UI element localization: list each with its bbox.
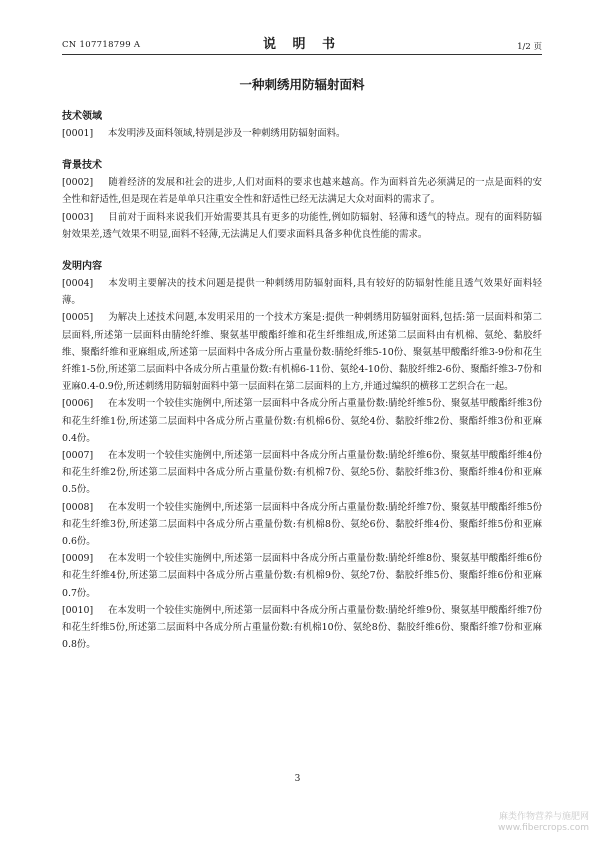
paragraph — [62, 309, 542, 395]
paragraph — [62, 125, 542, 142]
paragraph — [62, 602, 542, 654]
section-heading: 发明内容 — [62, 261, 102, 273]
paragraph-number: [0008] — [62, 501, 94, 513]
paragraph-number: [0007] — [62, 450, 94, 462]
watermark — [498, 812, 589, 834]
paragraph-number: [0005] — [62, 312, 94, 324]
paragraph-text: 为解决上述技术问题,本发明采用的一个技术方案是:提供一种刺绣用防辐射面料,包括:第一层面料和第二层面料,所述第一层面料由腈纶纤维、聚氨基甲酸酯纤维和花生纤维组成,所述第二层面料由有机棉、氨纶、黏胶纤维、聚酯纤维和亚麻组成,所述第一层面料中各成分所占重量份数:腈纶纤维5-10份、聚氨基甲酸酯纤维3-9份和花生纤维1-5份,所述第二层面料中各成分所占重量份数:有机棉6-11份、氨纶4-10份、黏胶纤维2-6份、聚酯纤维3-7份和亚麻0.4-0.9份,所述刺绣用防辐射面料中第一层面料在第二层面料的上方,并通过编织的横移工艺织合在一起。 — [62, 312, 542, 393]
paragraph-number: [0004] — [62, 278, 94, 290]
paragraph-text: 在本发明一个较佳实施例中,所述第一层面料中各成分所占重量份数:腈纶纤维9份、聚氨基甲酸酯纤维7份和花生纤维5份,所述第二层面料中各成分所占重量份数:有机棉10份、氨纶8份、黏胶纤维6份、聚酯纤维7份和亚麻0.8份。 — [62, 604, 542, 651]
paragraph — [62, 209, 542, 243]
paragraph-text: 本发明主要解决的技术问题是提供一种刺绣用防辐射面料,具有较好的防辐射性能且透气效果好面料轻薄。 — [62, 278, 542, 307]
document-header — [62, 30, 542, 52]
paragraph-text: 随着经济的发展和社会的进步,人们对面料的要求也越来越高。作为面料首先必须满足的一点是面料的安全性和舒适性,但是现在若是单单只注重安全性和舒适性已经无法满足大众对面料的需求了。 — [62, 177, 542, 206]
paragraph-number: [0002] — [62, 177, 94, 189]
paragraph — [62, 447, 542, 499]
paragraph-number: [0003] — [62, 211, 94, 223]
paragraph — [62, 275, 542, 309]
paragraph-text: 在本发明一个较佳实施例中,所述第一层面料中各成分所占重量份数:腈纶纤维6份、聚氨基甲酸酯纤维4份和花生纤维2份,所述第二层面料中各成分所占重量份数:有机棉7份、氨纶5份、黏胶纤维3份、聚酯纤维4份和亚麻0.5份。 — [62, 450, 542, 496]
paragraph — [62, 550, 542, 602]
paragraph — [62, 499, 542, 551]
page-indicator: 1/2 页 — [517, 42, 542, 52]
paragraph-number: [0001] — [62, 128, 94, 139]
document-title: 一种刺绣用防辐射面料 — [239, 77, 365, 92]
paragraph-number: [0009] — [62, 553, 94, 565]
document-type: 说 明 书 — [262, 37, 342, 52]
section-heading: 背景技术 — [62, 160, 102, 172]
watermark-line-1: 麻类作物营养与施肥网 — [498, 812, 589, 822]
section-heading: 技术领域 — [62, 111, 102, 122]
paragraph — [62, 395, 542, 447]
paragraph-number: [0010] — [62, 604, 94, 616]
paragraph-number: [0006] — [62, 398, 94, 410]
document-body — [62, 108, 542, 653]
paragraph-text: 在本发明一个较佳实施例中,所述第一层面料中各成分所占重量份数:腈纶纤维7份、聚氨基甲酸酯纤维5份和花生纤维3份,所述第二层面料中各成分所占重量份数:有机棉8份、氨纶6份、黏胶纤维4份、聚酯纤维5份和亚麻0.6份。 — [62, 501, 542, 548]
patent-number: CN 107718799 A — [62, 40, 141, 50]
paragraph — [62, 174, 542, 208]
page-number: 3 — [294, 774, 301, 784]
paragraph-text: 本发明涉及面料领域,特别是涉及一种刺绣用防辐射面料。 — [108, 128, 346, 139]
watermark-line-2: www.fibercrops.com — [498, 823, 589, 833]
paragraph-text: 目前对于面料来说我们开始需要其具有更多的功能性,例如防辐射、轻薄和透气的特点。现有的面料防辐射效果差,透气效果不明显,面料不轻薄,无法满足人们要求面料具备多种优良性能的需求。 — [62, 211, 542, 240]
header-divider — [62, 54, 542, 55]
paragraph-text: 在本发明一个较佳实施例中,所述第一层面料中各成分所占重量份数:腈纶纤维5份、聚氨基甲酸酯纤维3份和花生纤维1份,所述第二层面料中各成分所占重量份数:有机棉6份、氨纶4份、黏胶纤维2份、聚酯纤维3份和亚麻0.4份。 — [62, 398, 542, 444]
paragraph-text: 在本发明一个较佳实施例中,所述第一层面料中各成分所占重量份数:腈纶纤维8份、聚氨基甲酸酯纤维6份和花生纤维4份,所述第二层面料中各成分所占重量份数:有机棉9份、氨纶7份、黏胶纤维5份、聚酯纤维6份和亚麻0.7份。 — [62, 553, 542, 599]
